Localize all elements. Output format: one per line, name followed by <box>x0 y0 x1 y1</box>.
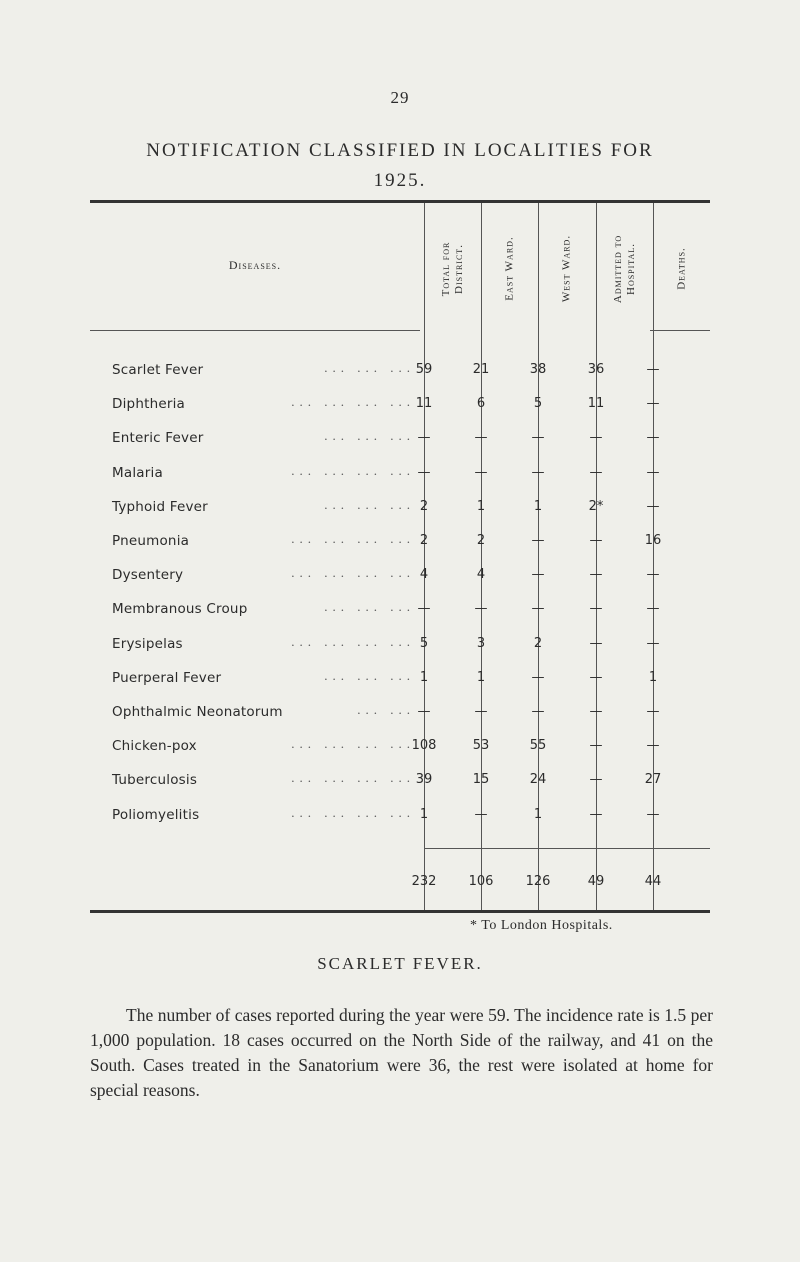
table-row <box>90 664 710 698</box>
disease-name: Diphtheria <box>112 396 186 413</box>
total-cell: — <box>417 464 431 480</box>
header-diseases: Diseases. <box>228 258 282 272</box>
page-number: 29 <box>390 88 410 107</box>
title-line-2: 1925. <box>373 170 427 191</box>
disease-name: Malaria <box>112 464 163 481</box>
leader-dots: ... ... ... ... <box>291 462 415 478</box>
west-cell: 2 <box>533 635 543 651</box>
deaths-cell: — <box>646 362 660 377</box>
east-cell: 4 <box>476 567 486 583</box>
disease-name: Poliomyelitis <box>112 806 200 823</box>
header-total-for-district <box>440 214 466 324</box>
disease-name: Membranous Croup <box>112 601 248 618</box>
total-district-cell: 232 <box>411 874 437 889</box>
header-admitted-to-hospital <box>612 214 638 324</box>
deaths-cell: — <box>646 396 660 412</box>
deaths-cell: — <box>646 806 660 822</box>
deaths-cell: — <box>646 464 660 480</box>
east-cell: 21 <box>472 362 490 377</box>
admitted-cell: — <box>589 704 603 719</box>
east-cell: 3 <box>476 635 486 651</box>
west-cell: 1 <box>533 806 543 822</box>
total-cell: 4 <box>419 567 429 583</box>
header-total-line-1: Total for <box>440 241 452 297</box>
table-top-rule <box>90 200 710 203</box>
disease-name: Dysentery <box>112 567 184 584</box>
table-row <box>90 390 710 424</box>
east-cell: — <box>474 704 488 719</box>
deaths-cell: 1 <box>648 669 658 685</box>
deaths-cell: 16 <box>644 533 662 548</box>
deaths-cell: — <box>646 567 660 583</box>
leader-dots: ... ... ... <box>324 599 415 615</box>
total-cell: — <box>417 704 431 719</box>
west-cell: — <box>531 601 545 617</box>
admitted-cell: — <box>589 533 603 548</box>
admitted-cell: — <box>589 601 603 617</box>
east-cell: 15 <box>472 772 490 788</box>
total-cell: — <box>417 601 431 617</box>
paragraph-text: The number of cases reported during the year were 59. The incidence rate is 1.5 per 1,000 population. 18 cases occurred on the North Side of the railway, and 41 on the South. Cases treated in the Sanatorium were 36, the rest were isolated at home for special reasons. <box>90 1005 713 1100</box>
leader-dots: ... ... ... <box>324 428 415 444</box>
admitted-cell: — <box>589 567 603 583</box>
disease-name: Erysipelas <box>112 635 183 652</box>
admitted-cell: 36 <box>587 362 605 377</box>
east-cell: — <box>474 601 488 617</box>
east-cell: 6 <box>476 396 486 412</box>
west-cell: — <box>531 464 545 480</box>
section-title: SCARLET FEVER. <box>317 954 483 973</box>
east-cell: 2 <box>476 533 486 548</box>
total-cell: — <box>417 430 431 446</box>
total-admitted-cell: 49 <box>587 874 605 889</box>
east-cell: 53 <box>472 738 490 754</box>
header-west-ward: West Ward. <box>560 234 573 303</box>
west-cell: 38 <box>529 362 547 377</box>
header-east-ward: East Ward. <box>503 236 516 301</box>
leader-dots: ... ... ... ... <box>291 394 415 410</box>
admitted-cell: — <box>589 464 603 480</box>
east-cell: — <box>474 430 488 446</box>
west-cell: 1 <box>533 498 543 514</box>
total-deaths-cell: 44 <box>644 874 662 889</box>
total-cell: 5 <box>419 635 429 651</box>
table-row <box>90 527 710 561</box>
leader-dots: ... ... ... <box>324 496 415 512</box>
west-cell: 5 <box>533 396 543 412</box>
total-cell: 11 <box>415 396 433 412</box>
table-row <box>90 424 710 458</box>
admitted-cell: — <box>589 806 603 822</box>
page-title <box>80 136 720 196</box>
west-cell: — <box>531 533 545 548</box>
leader-dots: ... ... ... <box>324 667 415 683</box>
east-cell: 1 <box>476 669 486 685</box>
west-cell: — <box>531 669 545 685</box>
west-cell: — <box>531 430 545 446</box>
disease-name: Puerperal Fever <box>112 669 222 686</box>
leader-dots: ... ... ... ... <box>291 770 415 786</box>
deaths-cell: — <box>646 430 660 446</box>
table-row <box>90 732 710 766</box>
admitted-cell: — <box>589 430 603 446</box>
totals-row <box>90 862 710 896</box>
leader-dots: ... ... ... ... <box>291 804 415 820</box>
east-cell: — <box>474 464 488 480</box>
header-admitted-line-2: Hospital. <box>625 243 637 295</box>
east-cell: — <box>474 806 488 822</box>
deaths-cell: — <box>646 498 660 514</box>
disease-name: Enteric Fever <box>112 430 204 447</box>
leader-dots: ... ... ... ... <box>291 531 415 546</box>
leader-dots: ... ... ... ... <box>291 565 415 581</box>
body-paragraph <box>90 1003 713 1103</box>
leader-dots: ... ... ... ... <box>291 736 415 752</box>
deaths-cell: — <box>646 704 660 719</box>
west-cell: 55 <box>529 738 547 754</box>
table-row <box>90 493 710 527</box>
total-cell: 2 <box>419 498 429 514</box>
table-row <box>90 698 710 732</box>
disease-name: Scarlet Fever <box>112 362 204 378</box>
disease-name: Typhoid Fever <box>112 498 208 515</box>
totals-top-rule <box>425 848 710 849</box>
deaths-cell: — <box>646 738 660 754</box>
total-cell: 2 <box>419 533 429 548</box>
west-cell: — <box>531 704 545 719</box>
west-cell: 24 <box>529 772 547 788</box>
header-total-line-2: District. <box>453 244 465 294</box>
table-row <box>90 630 710 664</box>
total-cell: 39 <box>415 772 433 788</box>
admitted-cell: — <box>589 738 603 754</box>
admitted-cell: — <box>589 669 603 685</box>
header-bottom-rule-right <box>650 330 710 331</box>
header-deaths: Deaths. <box>675 247 688 290</box>
table-row <box>90 356 710 390</box>
admitted-cell: 2* <box>588 498 604 514</box>
total-cell: 108 <box>411 738 437 754</box>
table-row <box>90 459 710 493</box>
disease-name: Ophthalmic Neonatorum <box>112 704 283 720</box>
total-east-cell: 106 <box>468 874 494 889</box>
footnote: * To London Hospitals. <box>470 918 613 933</box>
table-row <box>90 766 710 800</box>
disease-name: Pneumonia <box>112 533 190 549</box>
total-cell: 1 <box>419 669 429 685</box>
admitted-cell: — <box>589 772 603 788</box>
title-line-1: NOTIFICATION CLASSIFIED IN LOCALITIES FOR <box>146 140 654 161</box>
deaths-cell: 27 <box>644 772 662 788</box>
table-row <box>90 561 710 595</box>
leader-dots: ... ... <box>357 702 415 717</box>
leader-dots: ... ... ... ... <box>291 633 415 649</box>
disease-name: Chicken-pox <box>112 738 197 755</box>
leader-dots: ... ... ... <box>324 360 415 375</box>
deaths-cell: — <box>646 635 660 651</box>
east-cell: 1 <box>476 498 486 514</box>
table-row <box>90 801 710 835</box>
admitted-cell: — <box>589 635 603 651</box>
table-row <box>90 595 710 629</box>
west-cell: — <box>531 567 545 583</box>
deaths-cell: — <box>646 601 660 617</box>
table-bottom-rule <box>90 910 710 913</box>
total-west-cell: 126 <box>525 874 551 889</box>
admitted-cell: 11 <box>587 396 605 412</box>
header-bottom-rule <box>90 330 420 331</box>
total-cell: 1 <box>419 806 429 822</box>
total-cell: 59 <box>415 362 433 377</box>
header-admitted-line-1: Admitted to <box>612 234 624 304</box>
disease-name: Tuberculosis <box>112 772 198 789</box>
